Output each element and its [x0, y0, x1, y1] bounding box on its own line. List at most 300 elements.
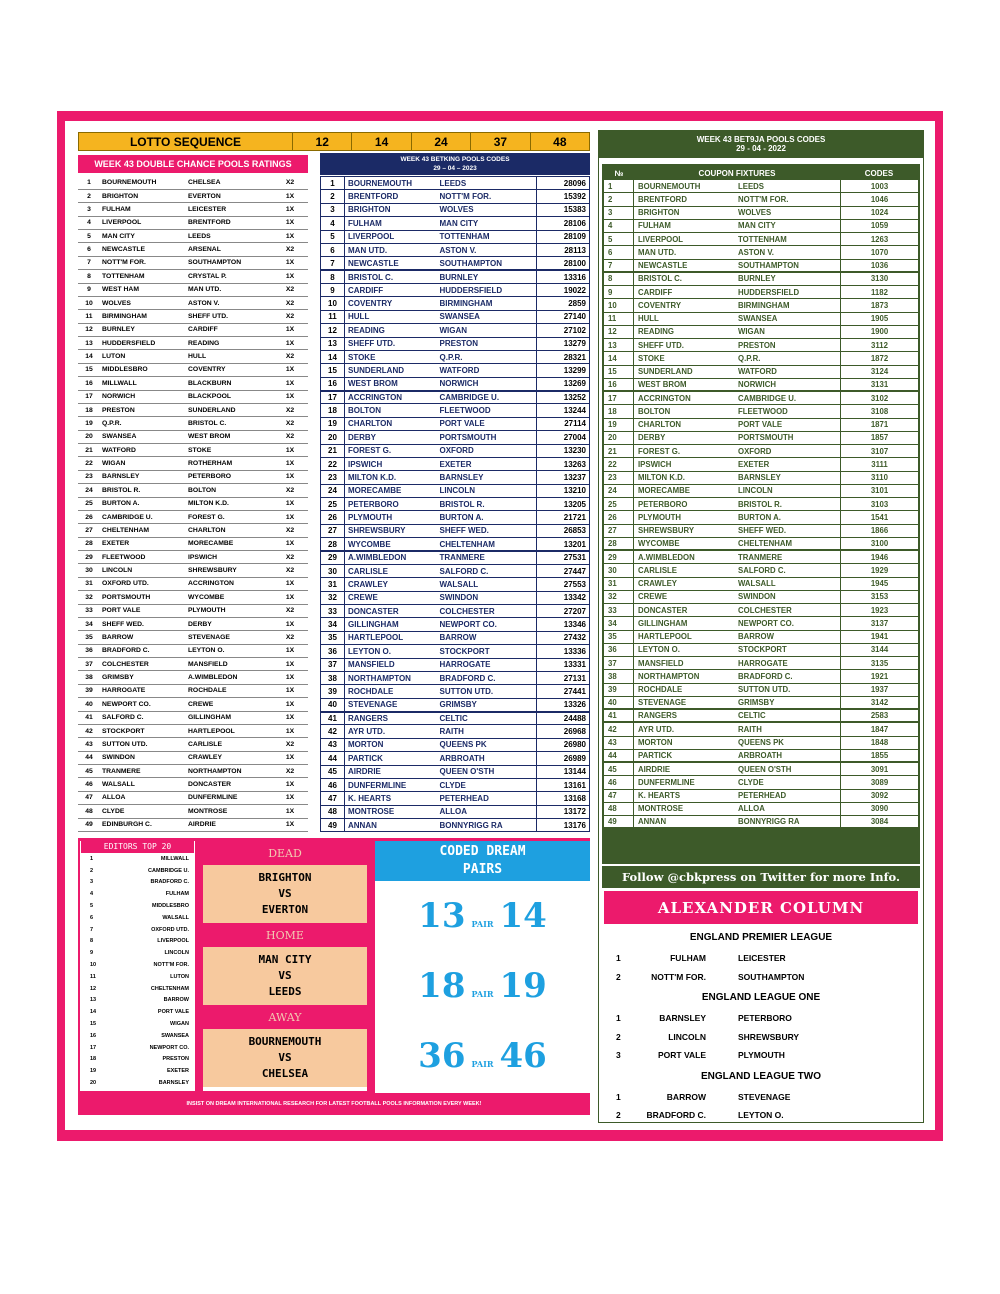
home-team: NEWCASTLE [100, 243, 186, 256]
prediction: X2 [272, 403, 308, 416]
pool-code: 1541 [840, 511, 918, 524]
home-team: WEST BROM [634, 379, 734, 392]
home-team: CAMBRIDGE U. [100, 510, 186, 523]
pick-number: 1 [90, 855, 94, 862]
away-team: HARROGATE [437, 658, 537, 671]
away-team: OXFORD [437, 444, 537, 457]
row-number: 11 [321, 310, 345, 323]
betking-row [321, 658, 590, 671]
home-team: MORECAMBE [634, 485, 734, 498]
prediction: X2 [272, 310, 308, 323]
home-team: TOTTENHAM [100, 270, 186, 283]
pair-word: PAIR [471, 919, 494, 929]
home-team: MILTON K.D. [345, 471, 437, 484]
away-team: ACCRINGTON [186, 577, 272, 590]
pool-code: 13172 [537, 805, 590, 818]
pool-code: 27553 [537, 578, 590, 591]
prediction: 1X [272, 390, 308, 403]
row-number: 27 [604, 525, 634, 538]
bet9ja-row [604, 485, 918, 498]
coded-dream-pairs [375, 841, 590, 1093]
home-team: COLCHESTER [100, 658, 186, 671]
bet9ja-row [604, 180, 918, 193]
home-team: LINCOLN [100, 564, 186, 577]
away-team: LEEDS [186, 230, 272, 243]
home-team: READING [345, 324, 437, 337]
row-number: 46 [78, 778, 100, 791]
row-number: 47 [78, 791, 100, 804]
betking-row [321, 364, 590, 377]
away-team: GRIMSBY [437, 698, 537, 711]
pool-code: 3124 [840, 366, 918, 379]
pick-team: SWANSEA [161, 1032, 189, 1039]
home-team: PLYMOUTH [345, 511, 437, 524]
away-team: ASTON V. [437, 243, 537, 256]
away-team: SHEFF UTD. [186, 310, 272, 323]
pool-code: 13144 [537, 765, 590, 778]
bet9ja-row [604, 644, 918, 657]
pool-code: 28100 [537, 257, 590, 270]
away-team: CLYDE [734, 776, 840, 789]
bet9ja-row [604, 564, 918, 577]
betking-row [321, 270, 590, 283]
league-title: ENGLAND LEAGUE ONE [701, 992, 821, 1003]
away-team: Q.P.R. [437, 350, 537, 363]
double-chance-row [78, 310, 308, 323]
editor-pick-row [80, 1054, 195, 1066]
pool-code: 27531 [537, 551, 590, 564]
home-team: K. HEARTS [345, 792, 437, 805]
home-team: IPSWICH [345, 457, 437, 470]
betking-row [321, 792, 590, 805]
prediction: X2 [272, 484, 308, 497]
betking-row [321, 337, 590, 350]
away-team: GILLINGHAM [186, 711, 272, 724]
bet9ja-table [604, 167, 918, 829]
away-team: BARNSLEY [734, 472, 840, 485]
double-chance-row [78, 497, 308, 510]
pick-number: 15 [90, 1021, 97, 1028]
home-team: FULHAM [100, 203, 186, 216]
home-team: A.WIMBLEDON [634, 551, 734, 564]
home-team: ANNAN [345, 819, 437, 832]
home-team: ACCRINGTON [634, 392, 734, 405]
betking-row [321, 564, 590, 577]
away-team: OXFORD [734, 445, 840, 458]
pool-code: 26968 [537, 725, 590, 738]
row-number: 15 [604, 366, 634, 379]
away-team: CLYDE [437, 778, 537, 791]
lotto-number: 37 [471, 133, 530, 150]
away-team: SHEFF WED. [437, 524, 537, 537]
home-team: MAN CITY [258, 953, 312, 966]
double-chance-title: WEEK 43 DOUBLE CHANCE POOLS RATINGS [78, 155, 308, 173]
prediction: 1X [272, 671, 308, 684]
bet9ja-row [604, 472, 918, 485]
lotto-number: 48 [531, 133, 589, 150]
row-number: 21 [604, 445, 634, 458]
away-team: BURTON A. [437, 511, 537, 524]
betking-row [321, 551, 590, 564]
home-team: READING [634, 326, 734, 339]
home-team: ANNAN [634, 816, 734, 829]
pick-number: 14 [90, 1009, 97, 1016]
away-team: MAN CITY [437, 217, 537, 230]
away-team: FOREST G. [186, 510, 272, 523]
bet9ja-row [604, 511, 918, 524]
home-team: NEWPORT CO. [100, 698, 186, 711]
double-chance-row [78, 337, 308, 350]
fixture-number: 2 [616, 1031, 621, 1042]
row-number: 2 [604, 193, 634, 206]
row-number: 25 [604, 498, 634, 511]
home-team: FULHAM [634, 220, 734, 233]
pick-team: MILLWALL [160, 855, 189, 862]
home-team: DERBY [634, 432, 734, 445]
pool-code: 27140 [537, 310, 590, 323]
home-team: WYCOMBE [345, 538, 437, 551]
home-team: RANGERS [634, 710, 734, 723]
row-number: 22 [604, 458, 634, 471]
row-number: 44 [604, 750, 634, 763]
prediction: X2 [272, 631, 308, 644]
away-team: ALLOA [437, 805, 537, 818]
row-number: 20 [321, 431, 345, 444]
row-number: 38 [321, 671, 345, 684]
double-chance-row [78, 403, 308, 416]
row-number: 43 [78, 738, 100, 751]
home-team: IPSWICH [634, 458, 734, 471]
pick-number: 20 [90, 1080, 97, 1087]
pool-code: 1046 [840, 193, 918, 206]
row-number: 4 [604, 220, 634, 233]
row-number: 21 [78, 444, 100, 457]
row-number: 28 [321, 538, 345, 551]
pool-code: 3107 [840, 445, 918, 458]
pool-code: 1848 [840, 737, 918, 750]
pool-code: 3108 [840, 405, 918, 418]
betking-row [321, 605, 590, 618]
row-number: 47 [321, 792, 345, 805]
home-team: BOURNEMOUTH [634, 180, 734, 193]
away-team: DONCASTER [186, 778, 272, 791]
betking-row [321, 297, 590, 310]
row-number: 45 [604, 763, 634, 776]
row-number: 38 [604, 670, 634, 683]
row-number: 2 [321, 190, 345, 203]
coded-dream-title [375, 841, 590, 881]
pool-code: 13205 [537, 498, 590, 511]
betking-row [321, 230, 590, 243]
pick-team: BRADFORD C. [150, 879, 189, 886]
double-chance-row [78, 711, 308, 724]
row-number: 9 [604, 286, 634, 299]
row-number: 26 [604, 511, 634, 524]
bet9ja-row [604, 670, 918, 683]
row-number: 37 [78, 658, 100, 671]
prediction: 1X [272, 216, 308, 229]
home-team: DONCASTER [345, 605, 437, 618]
away-team: WATFORD [437, 364, 537, 377]
prediction: 1X [272, 470, 308, 483]
prediction: X2 [272, 430, 308, 443]
alexander-column-body [604, 926, 918, 1125]
prediction: 1X [272, 591, 308, 604]
row-number: 8 [321, 270, 345, 283]
pick-number: 7 [90, 926, 94, 933]
away-team: HARTLEPOOL [186, 724, 272, 737]
bet9ja-row [604, 392, 918, 405]
pool-code: 13210 [537, 484, 590, 497]
pool-code: 28113 [537, 243, 590, 256]
prediction: 1X [272, 577, 308, 590]
away-team: EVERTON [261, 903, 309, 916]
row-number: 39 [78, 684, 100, 697]
double-chance-row [78, 564, 308, 577]
home-team: HUDDERSFIELD [100, 337, 186, 350]
double-chance-row [78, 537, 308, 550]
fixture-row [604, 1088, 918, 1107]
pool-code: 27441 [537, 685, 590, 698]
home-team: SWINDON [100, 751, 186, 764]
fixture-row [604, 1046, 918, 1065]
home-team: WATFORD [100, 444, 186, 457]
away-team: CELTIC [734, 710, 840, 723]
row-number: 14 [604, 352, 634, 365]
betking-row [321, 284, 590, 297]
home-team: HULL [634, 313, 734, 326]
bet9ja-row [604, 684, 918, 697]
row-number: 1 [78, 176, 100, 189]
pool-code: 27004 [537, 431, 590, 444]
home-team: BOLTON [345, 404, 437, 417]
banker-games [203, 841, 367, 1091]
row-number: 13 [321, 337, 345, 350]
betking-row [321, 444, 590, 457]
away-team: QUEEN O'STH [734, 763, 840, 776]
pool-code: 26853 [537, 524, 590, 537]
away-team: PORTSMOUTH [437, 431, 537, 444]
betking-row [321, 671, 590, 684]
row-number: 41 [321, 712, 345, 725]
pool-code: 3101 [840, 485, 918, 498]
double-chance-row [78, 658, 308, 671]
home-team: STEVENAGE [634, 697, 734, 710]
row-number: 48 [604, 803, 634, 816]
row-number: 15 [321, 364, 345, 377]
pick-team: WALSALL [162, 914, 189, 921]
home-team: EDINBURGH C. [100, 818, 186, 831]
row-number: 32 [321, 591, 345, 604]
bet9ja-title: WEEK 43 BET9JA POOLS CODES [696, 135, 826, 144]
pick-team: NOTT'M FOR. [153, 962, 189, 969]
home-team: WEST HAM [100, 283, 186, 296]
home-team: SHEFF UTD. [634, 339, 734, 352]
twitter-follow-banner: Follow @cbkpress on Twitter for more Info. [602, 866, 920, 888]
fixture-number: 3 [616, 1050, 621, 1061]
away-team: TRANMERE [734, 551, 840, 564]
row-number: 43 [604, 737, 634, 750]
pool-code: 1857 [840, 432, 918, 445]
bet9ja-row [604, 525, 918, 538]
away-team: ROCHDALE [186, 684, 272, 697]
home-team: CARLISLE [345, 564, 437, 577]
home-team: LEYTON O. [634, 644, 734, 657]
row-number: 36 [321, 645, 345, 658]
bet9ja-row [604, 631, 918, 644]
pool-code: 13161 [537, 778, 590, 791]
row-number: 29 [78, 551, 100, 564]
prediction: X2 [272, 283, 308, 296]
row-number: 13 [604, 339, 634, 352]
editor-pick-row [80, 947, 195, 959]
bet9ja-row [604, 352, 918, 365]
away-team: CHELTENHAM [734, 538, 840, 551]
double-chance-row [78, 444, 308, 457]
away-team: FLEETWOOD [734, 405, 840, 418]
prediction: 1X [272, 698, 308, 711]
prediction: 1X [272, 617, 308, 630]
away-team: NORWICH [437, 377, 537, 390]
betking-row [321, 819, 590, 832]
editor-pick-row [80, 877, 195, 889]
row-number: 23 [78, 470, 100, 483]
pick-team: PRESTON [162, 1056, 189, 1063]
away-team: FLEETWOOD [437, 404, 537, 417]
home-team: LIVERPOOL [634, 233, 734, 246]
double-chance-row [78, 256, 308, 269]
away-team: BURNLEY [437, 270, 537, 283]
pool-code: 15383 [537, 203, 590, 216]
banker-label: DEAD [203, 841, 367, 865]
home-team: LUTON [100, 350, 186, 363]
pair-first: 13 [418, 896, 466, 936]
away-team: SOUTHAMPTON [738, 971, 805, 982]
away-team: MILTON K.D. [186, 497, 272, 510]
row-number: 48 [78, 805, 100, 818]
pool-code: 27102 [537, 324, 590, 337]
prediction: 1X [272, 778, 308, 791]
double-chance-row [78, 591, 308, 604]
home-team: NORWICH [100, 390, 186, 403]
row-number: 13 [78, 337, 100, 350]
prediction: X2 [272, 243, 308, 256]
pool-code: 13326 [537, 698, 590, 711]
bet9ja-row [604, 273, 918, 286]
home-team: MAN CITY [100, 230, 186, 243]
double-chance-row [78, 296, 308, 309]
bet9ja-head-row [604, 167, 918, 180]
home-team: MILTON K.D. [634, 472, 734, 485]
away-team: LEICESTER [738, 953, 786, 964]
pool-code: 3102 [840, 392, 918, 405]
double-chance-row [78, 470, 308, 483]
away-team: BARROW [437, 631, 537, 644]
away-team: BLACKPOOL [186, 390, 272, 403]
row-number: 4 [78, 216, 100, 229]
betking-row [321, 324, 590, 337]
row-number: 40 [78, 698, 100, 711]
row-number: 14 [78, 350, 100, 363]
row-number: 7 [604, 260, 634, 273]
dream-pair [375, 1021, 590, 1091]
double-chance-row [78, 604, 308, 617]
row-number: 49 [604, 816, 634, 829]
home-team: MORTON [345, 738, 437, 751]
bet9ja-row [604, 432, 918, 445]
pool-code: 1923 [840, 604, 918, 617]
bet9ja-row [604, 405, 918, 418]
home-team: SALFORD C. [100, 711, 186, 724]
row-number: 31 [78, 577, 100, 590]
away-team: PLYMOUTH [186, 604, 272, 617]
row-number: 45 [321, 765, 345, 778]
row-number: 49 [321, 819, 345, 832]
away-team: READING [186, 337, 272, 350]
double-chance-row [78, 778, 308, 791]
prediction: 1X [272, 256, 308, 269]
prediction: 1X [272, 203, 308, 216]
away-team: RAITH [437, 725, 537, 738]
prediction: 1X [272, 189, 308, 202]
home-team: COVENTRY [634, 299, 734, 312]
away-team: AIRDRIE [186, 818, 272, 831]
away-team: WIGAN [437, 324, 537, 337]
editor-pick-row [80, 865, 195, 877]
pool-code: 1872 [840, 352, 918, 365]
row-number: 37 [604, 657, 634, 670]
away-team: BRISTOL R. [734, 498, 840, 511]
row-number: 32 [604, 591, 634, 604]
pick-team: LIVERPOOL [157, 938, 189, 945]
row-number: 40 [604, 697, 634, 710]
double-chance-row [78, 671, 308, 684]
away-team: BRENTFORD [186, 216, 272, 229]
row-number: 41 [78, 711, 100, 724]
betking-header [320, 153, 590, 175]
bet9ja-row [604, 193, 918, 206]
betking-row [321, 618, 590, 631]
prediction: 1X [272, 377, 308, 390]
pool-code: 1871 [840, 419, 918, 432]
pick-team: OXFORD UTD. [151, 926, 189, 933]
row-number: 24 [321, 484, 345, 497]
away-team: LEEDS [734, 180, 840, 193]
betking-row [321, 511, 590, 524]
home-team: TRANMERE [100, 765, 186, 778]
away-team: ARBROATH [437, 752, 537, 765]
pool-code: 13299 [537, 364, 590, 377]
editor-pick-row [80, 888, 195, 900]
away-team: LINCOLN [734, 485, 840, 498]
row-number: 32 [78, 591, 100, 604]
row-number: 37 [321, 658, 345, 671]
bet9ja-row [604, 233, 918, 246]
home-team: SHREWSBURY [345, 524, 437, 537]
home-team: NOTT'M FOR. [651, 971, 706, 982]
row-number: 8 [78, 270, 100, 283]
away-team: SUTTON UTD. [437, 685, 537, 698]
row-number: 11 [604, 313, 634, 326]
away-team: A.WIMBLEDON [186, 671, 272, 684]
away-team: PETERHEAD [734, 790, 840, 803]
bet9ja-row [604, 776, 918, 789]
home-team: CRAWLEY [634, 578, 734, 591]
betking-row [321, 350, 590, 363]
pick-number: 16 [90, 1032, 97, 1039]
home-team: BRIGHTON [258, 871, 312, 884]
row-number: 17 [604, 392, 634, 405]
